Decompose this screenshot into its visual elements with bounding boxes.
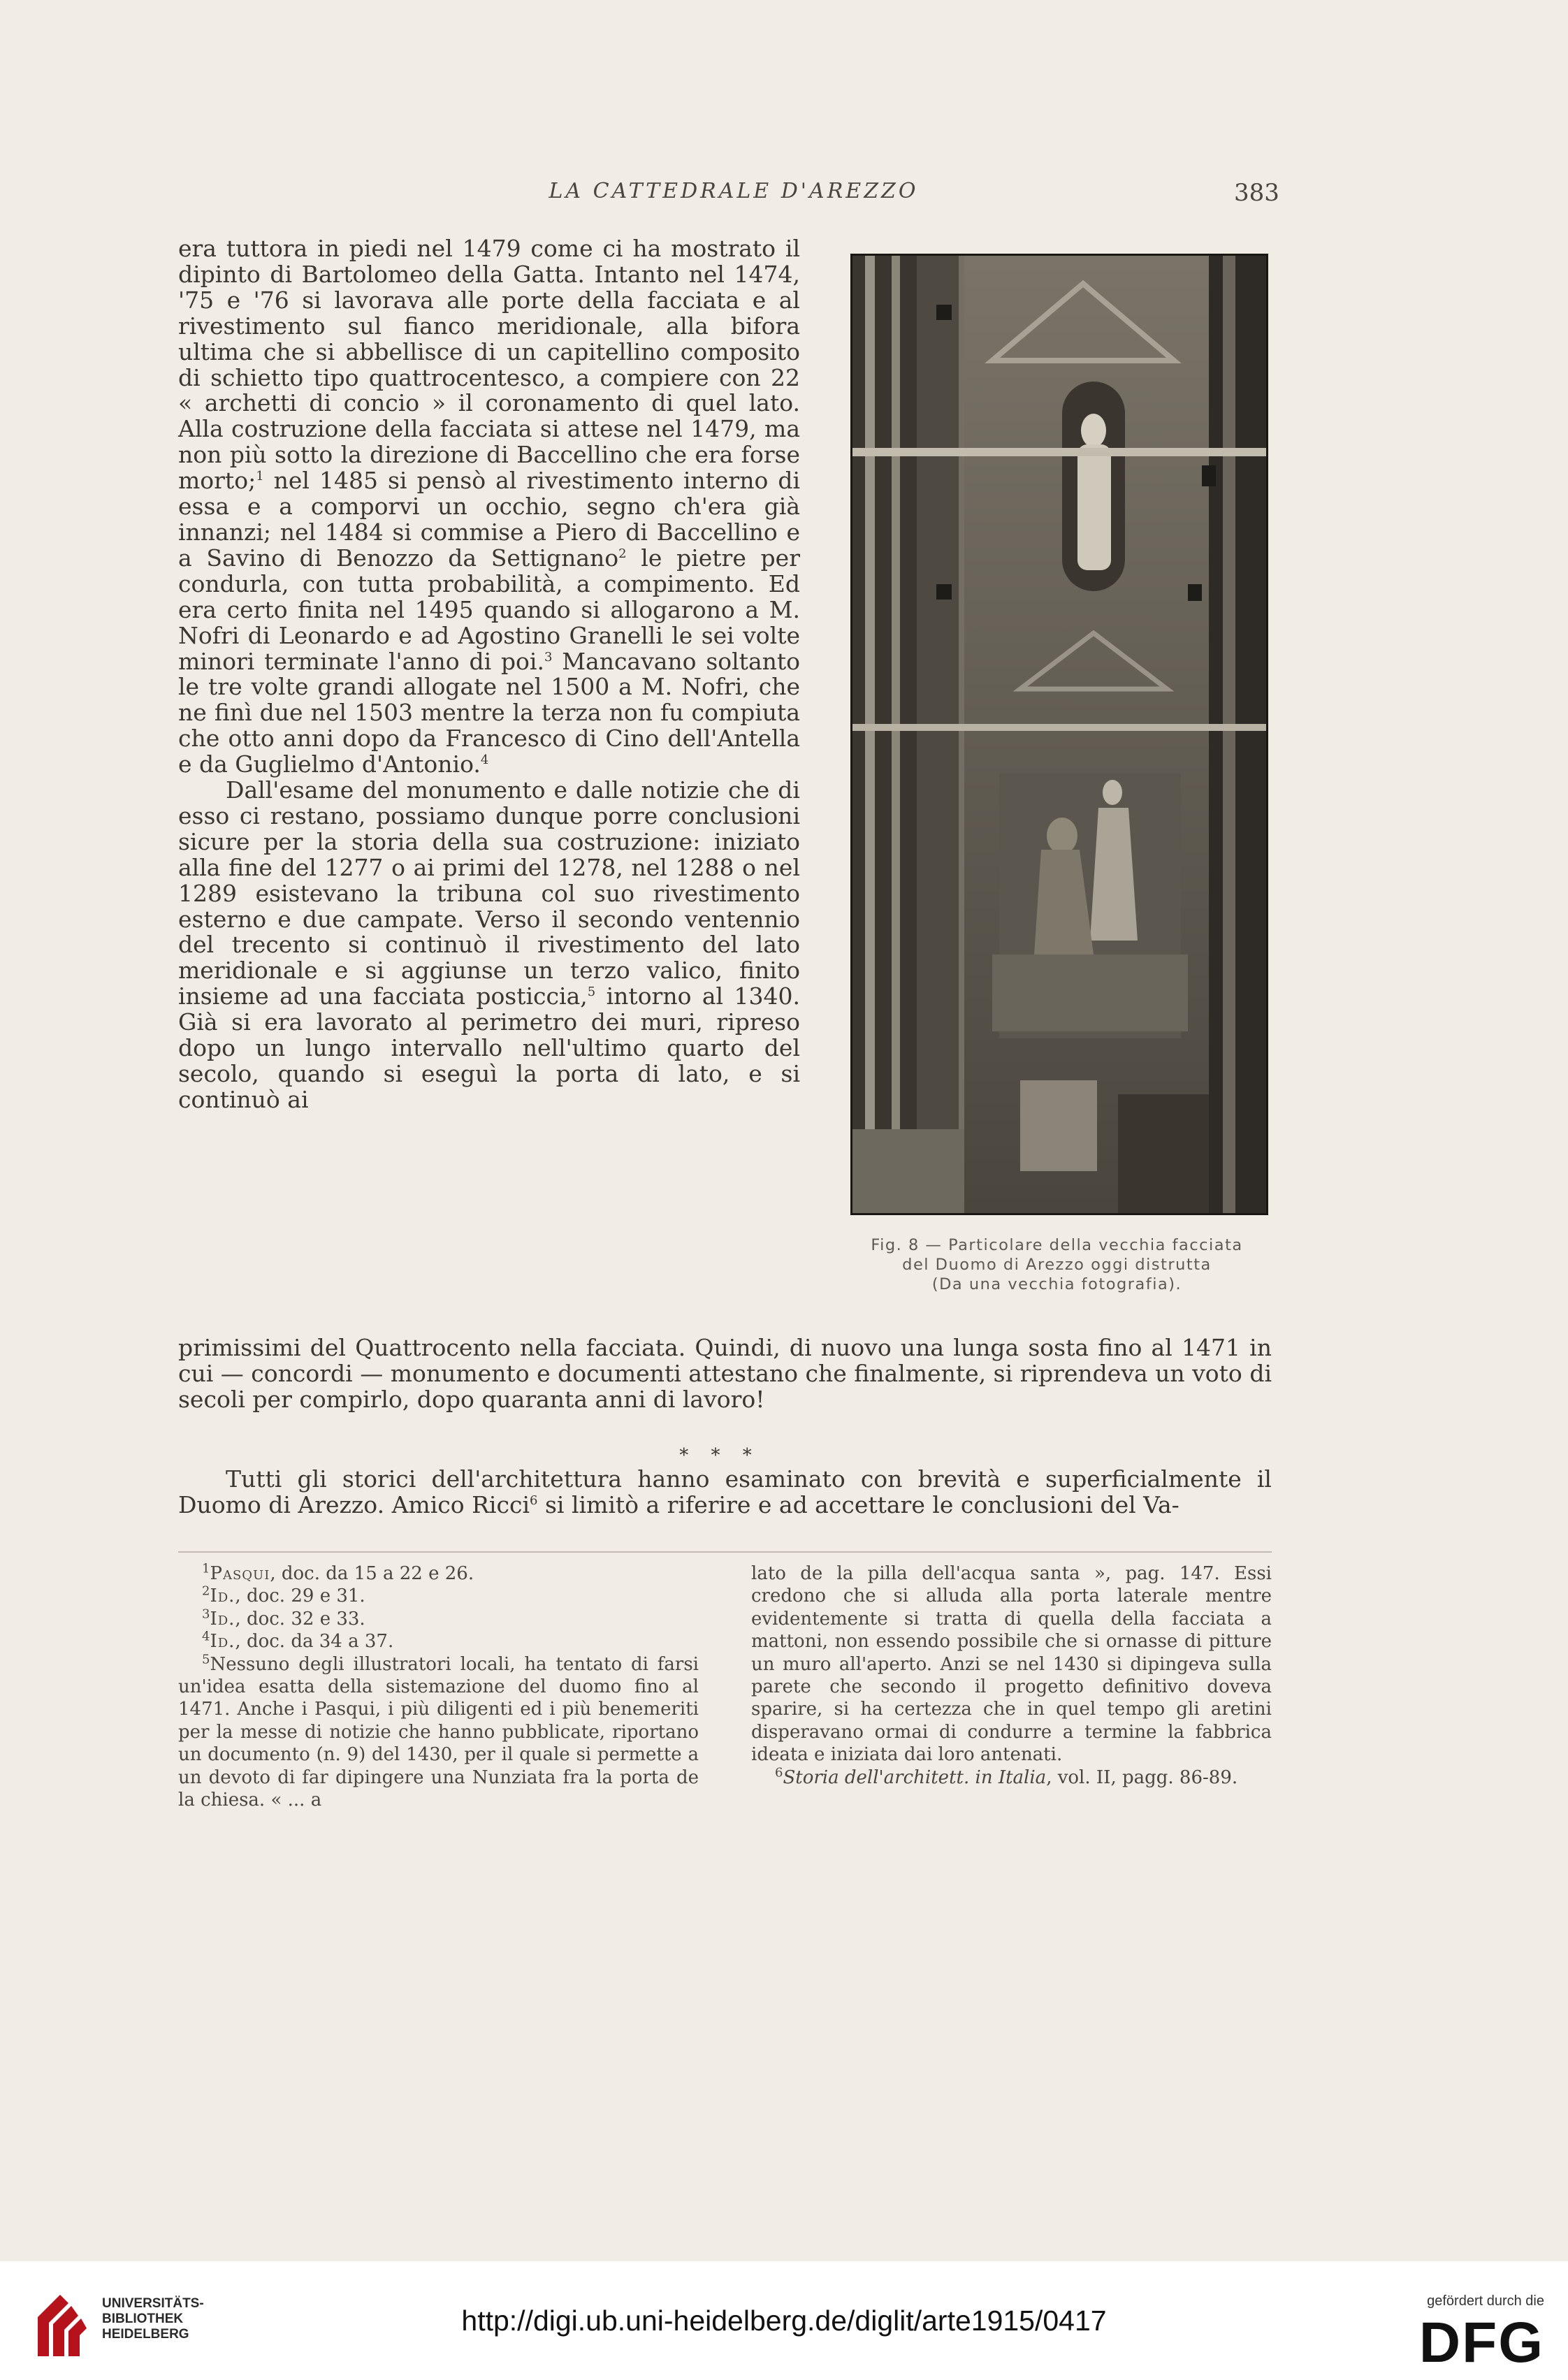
footnote: $^6$Storia dell'architett. in Italia, vol. II, pagg. 86-89. bbox=[775, 1765, 1238, 1788]
funding-text: gefördert durch die bbox=[1427, 2293, 1544, 2309]
university-library-name: UNIVERSITÄTS- BIBLIOTHEK HEIDELBERG bbox=[102, 2296, 204, 2342]
source-url-link[interactable]: http://digi.ub.uni-heidelberg.de/diglit/arte1915/0417 bbox=[461, 2305, 1107, 2337]
footnotes-right bbox=[751, 1562, 1272, 1789]
figure-caption: Fig. 8 — Particolare della vecchia facciata del Duomo di Arezzo oggi distrutta (Da una vecchia fotografia). bbox=[871, 1236, 1243, 1293]
footnote-continuation: lato de la pilla dell'acqua santa », pag. 147. Essi credono che si alluda alla porta laterale mentre evidentemente si tratta di quella della facciata a mattoni, non essendo possibile che si ornasse di pitture un muro all'aperto. Anzi se nel 1430 si dipingeva sulla parete che secondo il progetto definitivo doveva sparire, si ha certezza che in quel tempo gli aretini disperavano ormai di condurre a termine la fabbrica ideata e iniziata dai loro antenati. bbox=[751, 1563, 1272, 1766]
paragraph: primissimi del Quattrocento nella facciata. Quindi, di nuovo una lunga sosta fino al 1471 in cui — concordi — monumento e documenti attestano che finalmente, si riprendeva un voto di secoli per compirlo, dopo quaranta anni di lavoro! bbox=[178, 1334, 1272, 1413]
footnote-ref[interactable]: 4 bbox=[480, 753, 489, 768]
section-break: * * * bbox=[679, 1445, 760, 1466]
facade-photograph bbox=[852, 256, 1266, 1213]
running-title: LA CATTEDRALE D'AREZZO bbox=[549, 179, 919, 203]
footnote-divider bbox=[178, 1551, 1272, 1553]
footnote: $^2$Id., doc. 29 e 31. bbox=[202, 1583, 365, 1607]
footnote: $^5$Nessuno degli illustratori locali, ha tentato di farsi un'idea esatta della sistemazione del duomo fino al 1471. Anche i Pasqui, i più diligenti ed i più benemeriti per la messe di notizie che hanno pubblicate, riportano un documento (n. 9) del 1430, per il quale si permette a un devoto di far dipingere una Nunziata fra la porta de la chiesa. « ... a bbox=[178, 1651, 699, 1811]
footnote-ref[interactable]: 6 bbox=[530, 1493, 538, 1508]
footnote-ref[interactable]: 1 bbox=[256, 469, 264, 484]
footnote-ref[interactable]: 5 bbox=[587, 985, 596, 1000]
full-width-text-2 bbox=[178, 1466, 1272, 1518]
footnote-ref[interactable]: 2 bbox=[618, 546, 627, 561]
page-number: 383 bbox=[1234, 179, 1279, 207]
left-column-text bbox=[178, 236, 800, 1113]
footnote: $^3$Id., doc. 32 e 33. bbox=[202, 1606, 365, 1630]
footnote: $^1$Pasqui, doc. da 15 a 22 e 26. bbox=[202, 1561, 474, 1584]
dfg-logo: DFG bbox=[1418, 2311, 1544, 2374]
footnote: $^4$Id., doc. da 34 a 37. bbox=[202, 1629, 394, 1653]
paragraph: era tuttora in piedi nel 1479 come ci ha mostrato il dipinto di Bartolomeo della Gatta. Intanto nel 1474, '75 e '76 si lavorava alle porte della facciata e al rivestimento sul fianco meridionale, alla bifora ultima che si abbellisce di un capitellino composito di schietto tipo quattrocentesco, a compiere con 22 « archetti di concio » il coronamento di quel lato. Alla costruzione della facciata si attese nel 1479, ma non più sotto la direzione di Baccellino che era forse morto;$^1$ nel 1485 si pensò al rivestimento interno di essa e a comporvi un occhio, segno ch'era già innanzi; nel 1484 si commise a Piero di Baccellino e a Savino di Benozzo da Settignano$^2$ le pietre per condurla, con tutta probabilità, a compimento. Ed era certo finita nel 1495 quando si allogarono a M. Nofri di Leonardo e ad Agostino Granelli le sei volte minori terminate l'anno di poi.$^3$ Mancavano soltanto le tre volte grandi allogate nel 1500 a M. Nofri, che ne finì due nel 1503 mentre la terza non fu compiuta che otto anni dopo da Francesco di Cino dell'Antella e da Guglielmo d'Antonio.$^4$ bbox=[178, 235, 801, 778]
footnote-ref[interactable]: 3 bbox=[544, 649, 553, 665]
paragraph: Dall'esame del monumento e dalle notizie che di esso ci restano, possiamo dunque porre conclusioni sicure per la storia della sua costruzione: iniziato alla fine del 1277 o ai primi del 1278, nel 1288 o nel 1289 esistevano la tribuna col suo rivestimento esterno e due campate. Verso il secondo ventennio del trecento si continuò il rivestimento del lato meridionale e si aggiunse un terzo valico, finito insieme ad una facciata posticcia,$^5$ intorno al 1340. Già si era lavorato al perimetro dei muri, ripreso dopo un lungo intervallo nell'ultimo quarto del secolo, quando si eseguì la porta di lato, e si continuò ai bbox=[178, 776, 800, 1113]
footnotes-left bbox=[178, 1562, 699, 1811]
full-width-text bbox=[178, 1335, 1272, 1412]
paragraph: Tutti gli storici dell'architettura hanno esaminato con brevità e superficialmente il Duomo di Arezzo. Amico Ricci$^6$ si limitò a riferire e ad accettare le conclusioni del Va- bbox=[178, 1465, 1272, 1518]
